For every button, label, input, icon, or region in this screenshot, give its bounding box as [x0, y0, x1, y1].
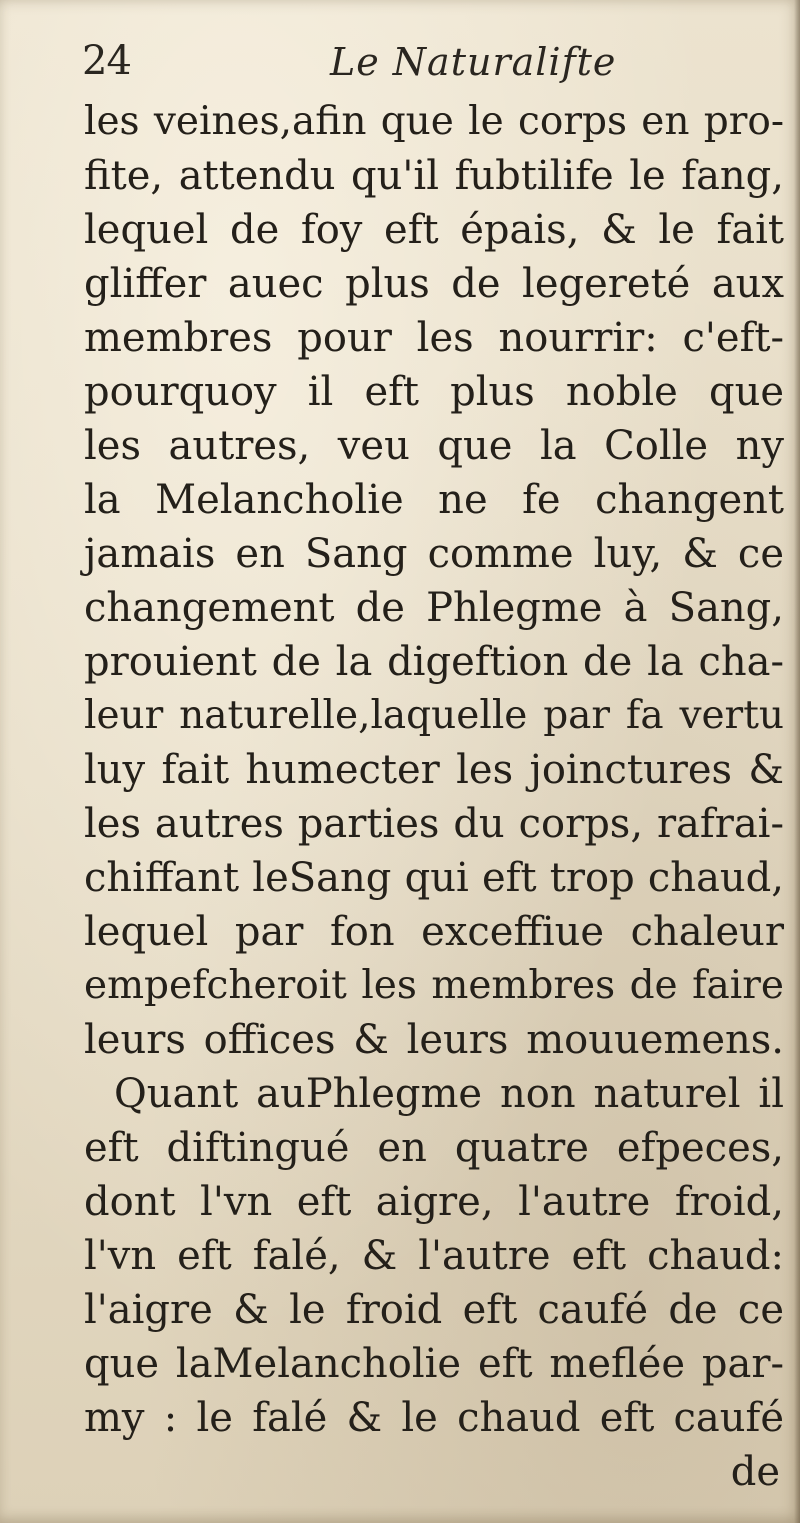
text-line: que laMelancholie eft meflée par-	[84, 1341, 784, 1387]
catchword: de	[730, 1449, 780, 1495]
text-line: membres pour les nourrir: c'eft-	[84, 315, 784, 361]
text-line: lequel de foy eft épais, & le fait	[84, 207, 784, 253]
page-header	[82, 38, 772, 98]
text-line: les autres, veu que la Colle ny	[84, 423, 784, 469]
text-line: empefcheroit les membres de faire	[84, 963, 784, 1008]
page-edge-shadow	[794, 0, 800, 1523]
text-line: l'vn eft falé, & l'autre eft chaud:	[84, 1233, 784, 1279]
running-head: Le Naturalifte	[330, 40, 617, 84]
text-line: leurs offices & leurs mouuemens.	[84, 1017, 784, 1063]
text-line: chiffant leSang qui eft trop chaud,	[84, 855, 784, 901]
text-line: gliffer auec plus de legereté aux	[84, 261, 784, 307]
text-line: jamais en Sang comme luy, & ce	[84, 531, 784, 577]
text-line: changement de Phlegme à Sang,	[84, 585, 784, 631]
text-line: eft diftingué en quatre efpeces,	[84, 1125, 784, 1171]
text-line: les autres parties du corps, rafrai-	[84, 801, 784, 847]
text-line: lequel par fon exceffiue chaleur	[84, 909, 784, 955]
text-line: leur naturelle,laquelle par fa vertu	[84, 693, 784, 738]
text-line: l'aigre & le froid eft caufé de ce	[84, 1287, 784, 1333]
text-line: pourquoy il eft plus noble que	[84, 369, 784, 415]
text-line: fite, attendu qu'il fubtilife le fang,	[84, 153, 784, 199]
text-line: les veines,afin que le corps en pro-	[84, 99, 784, 144]
paragraph-start-line: Quant auPhlegme non naturel il	[114, 1071, 784, 1117]
text-line: prouient de la digeftion de la cha-	[84, 639, 784, 685]
page-number: 24	[82, 38, 131, 84]
text-line: la Melancholie ne fe changent	[84, 477, 784, 523]
text-line: my : le falé & le chaud eft caufé	[84, 1395, 784, 1441]
body-text	[84, 95, 784, 1499]
text-line: dont l'vn eft aigre, l'autre froid,	[84, 1179, 784, 1225]
text-line: luy fait humecter les joinctures &	[84, 747, 784, 793]
